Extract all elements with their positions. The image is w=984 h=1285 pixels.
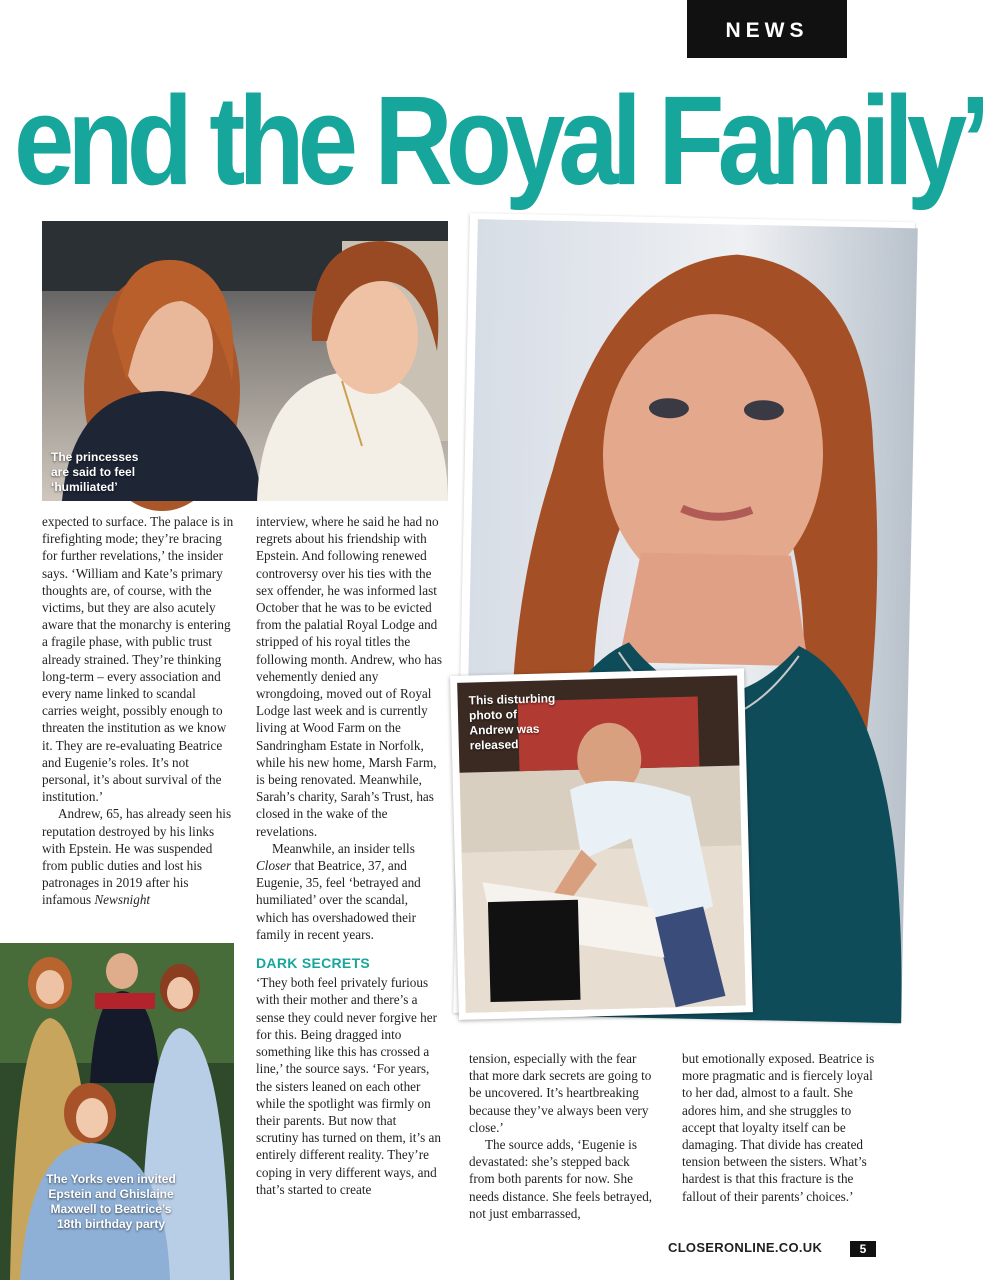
princesses-photo [42,221,448,501]
paragraph: Andrew, 65, has already seen his reputation destroyed by his links with Epstein. He was suspended from public duties and lost his patronages in 2019 after his infamous Newsnight [42,806,232,908]
site-url: CLOSERONLINE.CO.UK [668,1240,823,1255]
paragraph: tension, especially with the fear that more dark secrets are going to be uncovered. It’s heartbreaking because they’ve always been very close.’ [469,1051,652,1135]
paragraph: expected to surface. The palace is in firefighting mode; they’re bracing for further revelations,’ the insider says. ‘William and Kate’s primary thoughts are, of course, with the victims, but they are also acutely aware that the monarchy is entering a fragile phase, with public trust already strained. They’re thinking long-term – every association and every name linked to scandal carries weight, possibly enough to threaten the institution as we know it. They are re-evaluating Beatrice and Eugenie’s roles. It’s not personal, it’s about survival of the institution.’ [42,514,234,805]
subheading: DARK SECRETS [256,955,371,972]
article-column-1 [42,513,234,929]
headline: end the Royal Family’ [14,70,984,211]
andrew-caption: This disturbing photo of Andrew was released [468,691,556,753]
section-tab: NEWS [687,0,847,58]
article-column-2 [256,513,442,1225]
yorks-photo [0,943,234,1280]
paragraph: The source adds, ‘Eugenie is devastated: she’s stepped back from both parents for now. She needs distance. She feels betrayed, not just embarrassed, [469,1137,653,1221]
paragraph: interview, where he said he had no regrets about his friendship with Epstein. And following renewed controversy over his ties with the sex offender, he was informed last October that he was to be evicted from the palatial Royal Lodge and stripped of his royal titles the following month. Andrew, who has vehemently denied any wrongdoing, moved out of Royal Lodge last week and is currently living at Wood Farm on the Sandringham Estate in Norfolk, while his new home, Marsh Farm, is being renovated. Meanwhile, Sarah’s charity, Sarah’s Trust, has closed in the wake of the revelations. [256,514,442,839]
article-column-3 [469,1050,655,1226]
paragraph: Meanwhile, an insider tells Closer that Beatrice, 37, and Eugenie, 35, feel ‘betrayed and humiliated’ over the scandal, which has overshadowed their family in recent years. [256,840,421,942]
princesses-caption: The princesses are said to feel ‘humiliated’ [51,450,139,494]
andrew-photo [450,668,753,1020]
article-column-4 [682,1050,878,1226]
paragraph: ‘They both feel privately furious with their mother and there’s a sense they could never forgive her for this. Being dragged into something like this has crossed a line,’ the source says. ‘For years, the sisters leaned on each other while the spotlight was firmly on their parents. But now that scrutiny has turned on them, it’s an entirely different reality. They’re coping in very different ways, and that’s started to create [256,975,441,1197]
paragraph: but emotionally exposed. Beatrice is more pragmatic and is fiercely loyal to her dad, almost to a fault. She adores him, and she struggles to accept that loyalty itself can be damaging. That divide has created tension between the sisters. What’s hardest is that this fracture is the fallout of their parents’ choices.’ [682,1051,875,1204]
page-number: 5 [850,1241,876,1257]
yorks-caption: The Yorks even invited Epstein and Ghislaine Maxwell to Beatrice’s 18th birthday party [46,1172,176,1231]
